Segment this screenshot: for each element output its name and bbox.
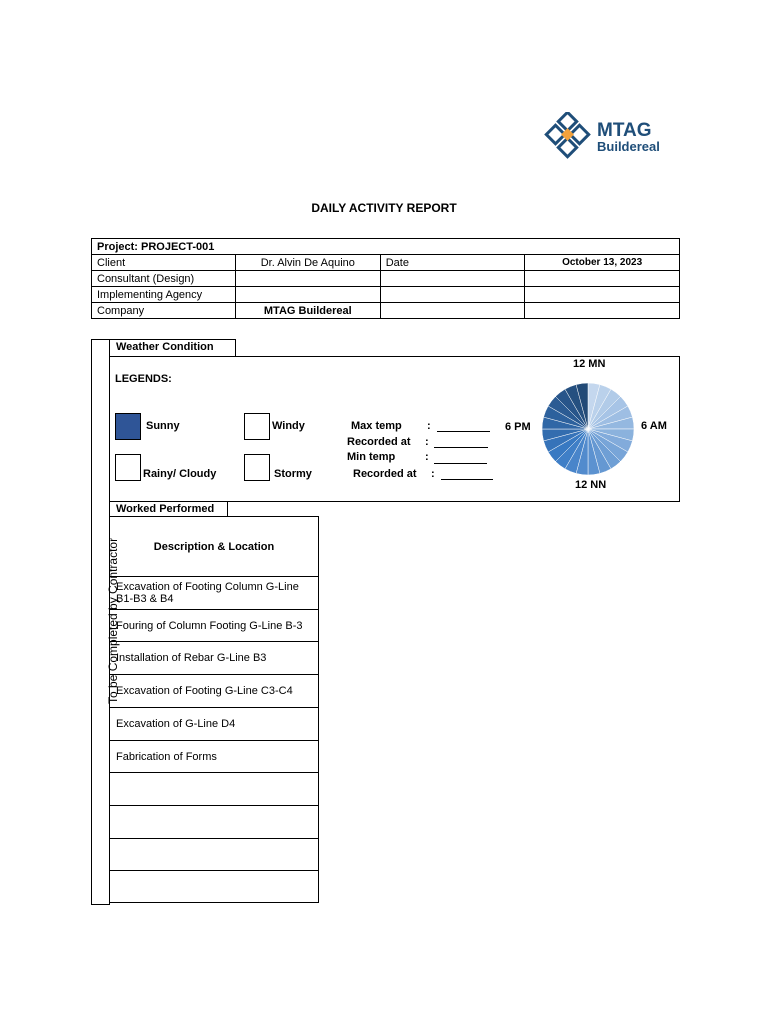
clock-label-6pm: 6 PM bbox=[505, 421, 531, 433]
max-recorded-label: Recorded at bbox=[347, 436, 411, 448]
rainy-cloudy-checkbox[interactable] bbox=[115, 454, 141, 481]
max-temp-field[interactable] bbox=[437, 431, 490, 432]
clock-label-12mn: 12 MN bbox=[573, 358, 606, 370]
max-temp-colon: : bbox=[427, 420, 431, 432]
consultant-label: Consultant (Design) bbox=[92, 271, 236, 287]
work-row-text: Excavation of Footing G-Line C3-C4 bbox=[116, 685, 293, 697]
work-row-text: Excavation of G-Line D4 bbox=[116, 718, 236, 730]
description-location-header: Description & Location bbox=[109, 516, 319, 577]
work-row bbox=[109, 806, 319, 839]
max-recorded-colon: : bbox=[425, 436, 429, 448]
work-row-text: Fabrication of Forms bbox=[116, 750, 217, 763]
clock-label-12nn: 12 NN bbox=[575, 479, 607, 491]
logo-mark-icon bbox=[542, 112, 594, 164]
report-title: DAILY ACTIVITY REPORT bbox=[311, 201, 457, 215]
min-recorded-colon: : bbox=[431, 468, 435, 480]
contractor-side-label: To be Completed by Contractor bbox=[106, 537, 120, 704]
worked-performed-header: Worked Performed bbox=[109, 501, 228, 517]
work-row bbox=[109, 577, 319, 610]
agency-label: Implementing Agency bbox=[92, 287, 236, 303]
client-row bbox=[92, 255, 680, 271]
logo-text-primary: MTAG bbox=[597, 120, 652, 141]
company-value: MTAG Buildereal bbox=[235, 303, 380, 319]
company-row bbox=[92, 303, 680, 319]
work-row-text: Excavation of Footing Column G-Line B1-B3 & B4 bbox=[116, 581, 299, 605]
logo-text-secondary: Buildereal bbox=[597, 139, 660, 154]
sunny-label: Sunny bbox=[146, 420, 180, 432]
work-row bbox=[109, 839, 319, 871]
work-row bbox=[109, 871, 319, 903]
legends-label: LEGENDS: bbox=[115, 373, 172, 385]
consultant-row bbox=[92, 271, 680, 287]
windy-label: Windy bbox=[272, 420, 305, 432]
rainy-cloudy-label: Rainy/ Cloudy bbox=[143, 468, 217, 480]
windy-checkbox[interactable] bbox=[244, 413, 270, 440]
stormy-label: Stormy bbox=[274, 468, 312, 480]
min-temp-colon: : bbox=[425, 451, 429, 463]
project-name: Project: PROJECT-001 bbox=[92, 239, 680, 255]
work-row bbox=[109, 708, 319, 741]
max-temp-label: Max temp bbox=[351, 420, 402, 432]
clock-label-6am: 6 AM bbox=[641, 420, 667, 432]
project-row bbox=[92, 239, 680, 255]
work-row bbox=[109, 773, 319, 806]
work-row bbox=[109, 741, 319, 773]
work-row-text: Installation of Rebar G-Line B3 bbox=[116, 652, 267, 664]
weather-condition-header: Weather Condition bbox=[109, 339, 236, 357]
weather-clock-wheel[interactable] bbox=[540, 381, 636, 477]
agency-value bbox=[235, 287, 380, 303]
work-row bbox=[109, 642, 319, 675]
min-recorded-label: Recorded at bbox=[353, 468, 417, 480]
max-recorded-field[interactable] bbox=[434, 447, 488, 448]
min-recorded-field[interactable] bbox=[441, 479, 493, 480]
client-value: Dr. Alvin De Aquino bbox=[235, 255, 380, 271]
sunny-checkbox[interactable] bbox=[115, 413, 141, 440]
consultant-value bbox=[235, 271, 380, 287]
stormy-checkbox[interactable] bbox=[244, 454, 270, 481]
date-value: October 13, 2023 bbox=[525, 255, 680, 271]
company-label: Company bbox=[92, 303, 236, 319]
client-label: Client bbox=[92, 255, 236, 271]
date-label: Date bbox=[380, 255, 525, 271]
work-row bbox=[109, 675, 319, 708]
work-row-text: Fouring of Column Footing G-Line B-3 bbox=[116, 619, 303, 632]
agency-row bbox=[92, 287, 680, 303]
min-temp-label: Min temp bbox=[347, 451, 396, 463]
project-info-table bbox=[91, 238, 680, 319]
min-temp-field[interactable] bbox=[434, 463, 487, 464]
company-logo bbox=[542, 112, 672, 166]
work-row bbox=[109, 610, 319, 642]
